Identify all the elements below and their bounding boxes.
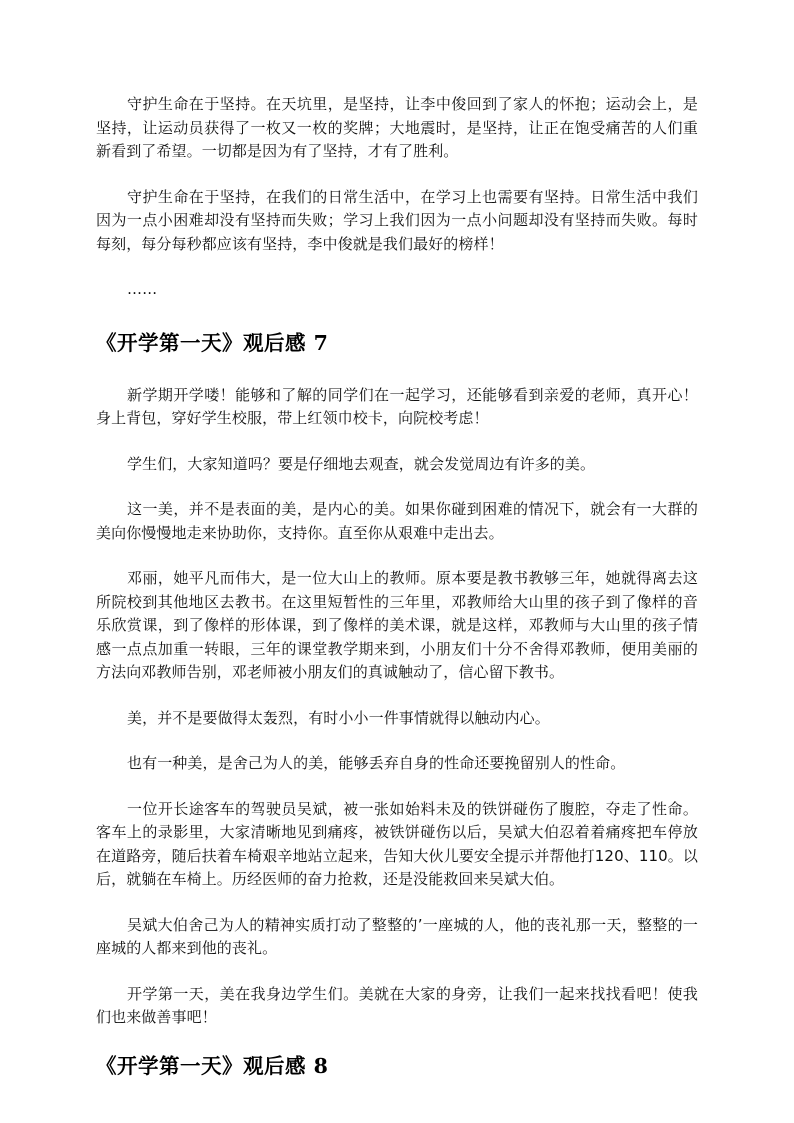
paragraph: 新学期开学喽！能够和了解的同学们在一起学习，还能够看到亲爱的老师，真开心！身上背包，穿好学生校服，带上红领巾校卡，向院校考虑！ [96,385,698,427]
section-heading-8: 《开学第一天》观后感 8 [96,1053,329,1078]
paragraph: 一位开长途客车的驾驶员吴斌，被一张如始料未及的铁饼碰伤了腹腔，夺走了性命。客车上的录影里，大家清晰地见到痛疼，被铁饼碰伤以后，吴斌大伯忍着着痛疼把车停放在道路旁，随后扶着车椅艰辛地站立起来，告知大伙儿要安全提示并帮他打120、110。以后，就躺在车椅上。历经医师的奋力抢救，还是没能救回来吴斌大伯。 [96,799,698,888]
paragraph: 开学第一天，美在我身边学生们。美就在大家的身旁，让我们一起来找找看吧！使我们也来做善事吧！ [96,984,698,1026]
paragraph: 学生们，大家知道吗？要是仔细地去观查，就会发觉周边有许多的美。 [127,454,596,473]
paragraph: 守护生命在于坚持。在天坑里，是坚持，让李中俊回到了家人的怀抱；运动会上，是坚持，让运动员获得了一枚又一枚的奖牌；大地震时，是坚持，让正在饱受痛苦的人们重新看到了希望。一切都是因为有了坚持，才有了胜利。 [96,95,698,160]
paragraph: 邓丽，她平凡而伟大，是一位大山上的教师。原本要是教书教够三年，她就得离去这所院校到其他地区去教书。在这里短暂性的三年里，邓教师给大山里的孩子到了像样的音乐欣赏课，到了像样的形体课，到了像样的美术课，就是这样，邓教师与大山里的孩子情感一点点加重一转眼，三年的课堂教学期来到，小朋友们十分不舍得邓教师，便用美丽的方法向邓教师告别，邓老师被小朋友们的真诚触动了，信心留下教书。 [96,569,698,681]
paragraph: 这一美，并不是表面的美，是内心的美。如果你碰到困难的情况下，就会有一大群的美向你慢慢地走来协助你，支持你。直至你从艰难中走出去。 [96,500,698,542]
paragraph: 守护生命在于坚持，在我们的日常生活中，在学习上也需要有坚持。日常生活中我们因为一点小困难却没有坚持而失败；学习上我们因为一点小问题却没有坚持而失败。每时每刻，每分每秒都应该有坚持，李中俊就是我们最好的榜样！ [96,187,698,253]
section-heading-7: 《开学第一天》观后感 7 [96,330,329,355]
ellipsis-paragraph: …… [127,280,158,298]
paragraph: 也有一种美，是舍己为人的美，能够丢弃自身的性命还要挽留别人的性命。 [127,754,626,772]
paragraph: 美，并不是要做得太轰烈，有时小小一件事情就得以触动内心。 [127,708,550,727]
paragraph: 吴斌大伯舍己为人的精神实质打动了整整的’一座城的人，他的丧礼那一天，整整的一座城的人都来到他的丧礼。 [96,915,698,957]
document-page [96,93,698,1107]
